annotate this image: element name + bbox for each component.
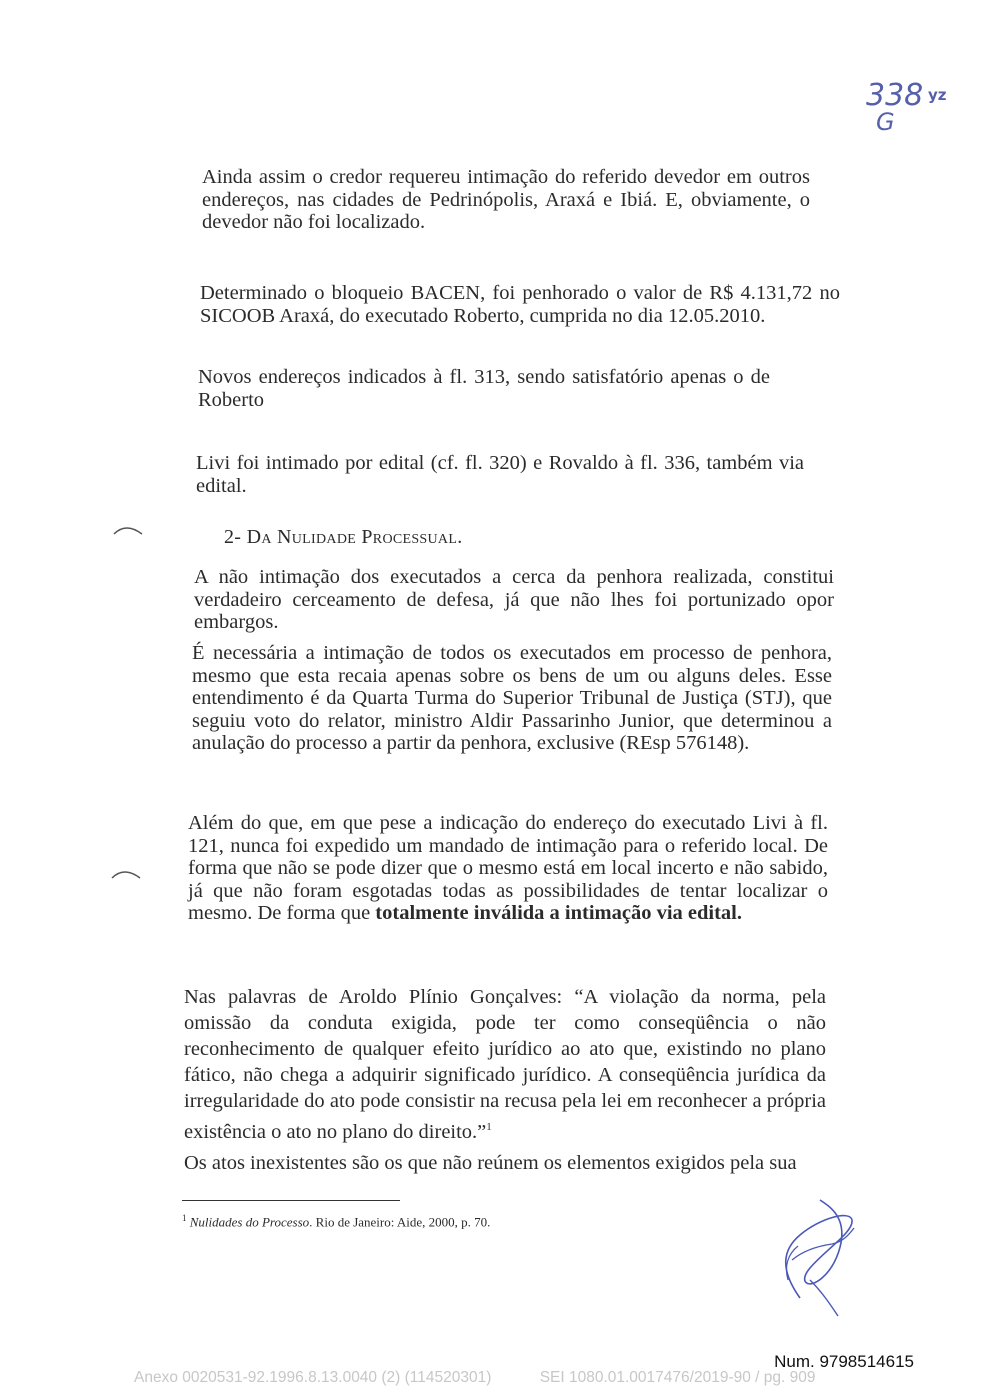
paragraph-7-text: Além do que, em que pese a indicação do endereço do executado Livi à fl. 121, nunca foi expedido um mandado de intimação para o referido local. De forma que não se pode dizer que o mesmo está em local incerto e não sabido, já que não foram esgotadas todas as possibilidades de tentar localizar o mesmo. De forma que	[188, 812, 828, 924]
paragraph-3: Novos endereços indicados à fl. 313, sendo satisfatório apenas o de Roberto	[198, 366, 770, 411]
margin-mark-1	[112, 520, 144, 540]
handwritten-page-number: 338	[866, 78, 924, 113]
section-number: 2-	[224, 526, 242, 548]
footnote-marker: 1	[182, 1213, 187, 1223]
footnote-rest: . Rio de Janeiro: Aide, 2000, p. 70.	[309, 1214, 491, 1230]
paragraph-7	[188, 812, 828, 925]
paragraph-4: Livi foi intimado por edital (cf. fl. 320) e Rovaldo à fl. 336, também via edital.	[196, 452, 804, 497]
footer-reference	[134, 1369, 815, 1387]
paragraph-2: Determinado o bloqueio BACEN, foi penhorado o valor de R$ 4.131,72 no SICOOB Araxá, do executado Roberto, cumprida no dia 12.05.2010.	[200, 282, 840, 327]
paragraph-7-end: .	[736, 902, 742, 924]
handwritten-initials: yz	[928, 86, 947, 104]
footnote	[182, 1210, 490, 1230]
paragraph-1: Ainda assim o credor requereu intimação do referido devedor em outros endereços, nas cidades de Pedrinópolis, Araxá e Ibiá. E, obviamente, o devedor não foi localizado.	[202, 166, 810, 233]
footer-anexo: Anexo 0020531-92.1996.8.13.0040 (2) (114520301)	[134, 1369, 492, 1386]
section-title: Da Nulidade Processual.	[246, 526, 463, 548]
footer-sei: SEI 1080.01.0017476/2019-90 / pg. 909	[539, 1369, 816, 1386]
footnote-ref: 1	[486, 1121, 492, 1133]
document-number: Num. 9798514615	[774, 1352, 914, 1371]
paragraph-6: É necessária a intimação de todos os executados em processo de penhora, mesmo que esta recaia apenas sobre os bens de um ou alguns deles. Esse entendimento é da Quarta Turma do Superior Tribunal de Justiça (STJ), que seguiu voto do relator, ministro Aldir Passarinho Junior, que determinou a anulação do processo a partir da penhora, exclusive (REsp 576148).	[192, 642, 832, 754]
paragraph-8	[184, 984, 826, 1145]
footnote-title: Nulidades do Processo	[189, 1214, 310, 1230]
paragraph-9: Os atos inexistentes são os que não reúnem os elementos exigidos pela sua	[184, 1152, 797, 1174]
paragraph-5: A não intimação dos executados a cerca da penhora realizada, constitui verdadeiro cerceamento de defesa, já que não lhes foi portunizado opor embargos.	[194, 566, 834, 633]
paragraph-8-text: Nas palavras de Aroldo Plínio Gonçalves: “A violação da norma, pela omissão da conduta exigida, pode ter como conseqüência o não reconhecimento de qualquer efeito jurídico ao ato que, existindo no plano fático, não chega a adquirir significado jurídico. A conseqüência jurídica da irregularidade do ato pode consistir na recusa pela lei em reconhecer a própria existência o ato no plano do direito.”	[184, 986, 826, 1143]
footnote-separator	[182, 1200, 400, 1201]
section-heading	[224, 526, 463, 549]
margin-mark-2	[110, 864, 142, 884]
paragraph-7-bold: totalmente inválida a intimação via edital	[375, 902, 737, 924]
signature	[770, 1180, 870, 1320]
handwritten-page-letter: G	[876, 108, 895, 136]
